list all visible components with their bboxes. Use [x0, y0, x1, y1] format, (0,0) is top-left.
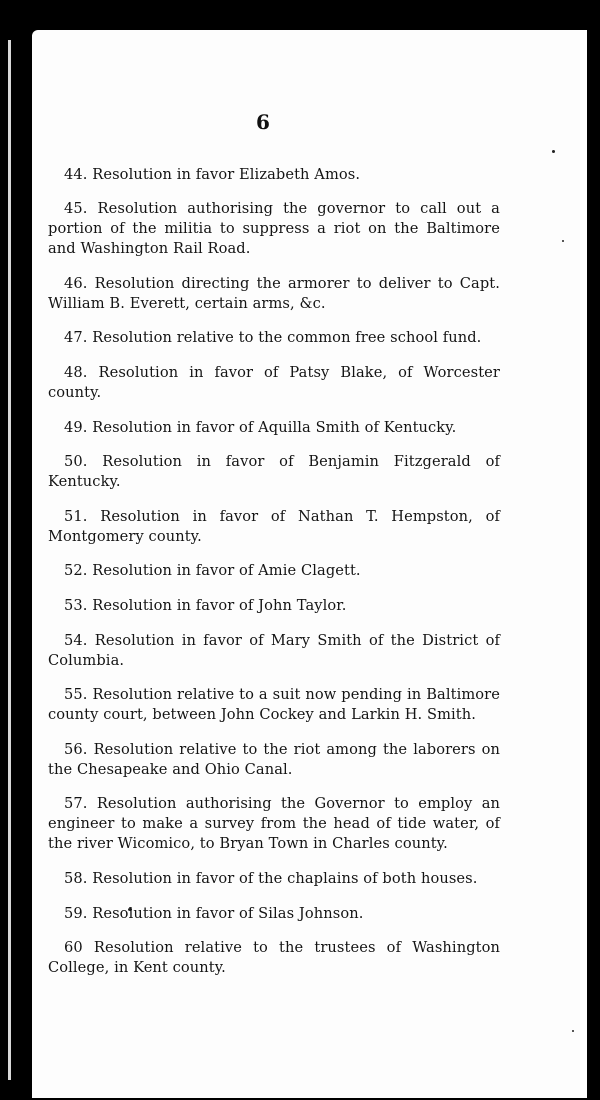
resolution-text: Resolution in favor of Benjamin Fitzgerald of Kentucky.	[48, 453, 500, 491]
resolution-text: Resolution in favor of Patsy Blake, of Worcester county.	[48, 363, 500, 401]
resolution-entry	[48, 938, 500, 978]
resolution-entry	[48, 328, 500, 348]
resolution-number: 53.	[64, 596, 88, 614]
resolution-number: 56.	[64, 740, 88, 758]
resolution-number: 52.	[64, 562, 88, 580]
resolution-text: Resolution in favor of the chaplains of both houses.	[92, 869, 478, 887]
resolution-number: 54.	[64, 631, 88, 649]
resolution-number: 55.	[64, 686, 88, 704]
resolution-text: Resolution relative to a suit now pending in Baltimore county court, between John Cockey and Larkin H. Smith.	[48, 686, 500, 724]
resolution-number: 59.	[64, 904, 88, 922]
resolution-entry	[48, 418, 500, 438]
resolution-entry	[48, 631, 500, 671]
resolution-number: 47.	[64, 329, 88, 347]
resolution-text: Resolution in favor of Amie Clagett.	[92, 562, 361, 580]
scan-left-edge	[0, 0, 26, 1100]
resolution-entry	[48, 199, 500, 259]
resolution-number: 50.	[64, 453, 88, 471]
resolution-text: Resolution in favor Elizabeth Amos.	[92, 165, 361, 183]
resolution-text: Resolution in favor of Nathan T. Hempston, of Montgomery county.	[48, 507, 500, 545]
resolution-text: Resolution relative to the trustees of Washington College, in Kent county.	[48, 939, 500, 977]
resolution-number: 57.	[64, 795, 88, 813]
resolution-text: Resolution directing the armorer to deliver to Capt. William B. Everett, certain arms, &c.	[48, 274, 500, 312]
resolution-entry	[48, 561, 500, 581]
resolution-entry	[48, 794, 500, 854]
resolution-entry	[48, 452, 500, 492]
page-number: 6	[256, 110, 270, 134]
resolution-entry	[48, 685, 500, 725]
resolution-entry	[48, 869, 500, 889]
resolution-entry	[48, 740, 500, 780]
resolution-number: 49.	[64, 418, 88, 436]
resolution-list	[48, 150, 500, 989]
resolution-text: Resolution in favor of Silas Johnson.	[92, 904, 364, 922]
resolution-text: Resolution in favor of Mary Smith of the District of Columbia.	[48, 631, 500, 669]
resolution-entry	[48, 165, 500, 185]
resolution-entry	[48, 904, 500, 924]
resolution-entry	[48, 274, 500, 314]
ink-speck	[572, 1030, 574, 1032]
resolution-entry	[48, 596, 500, 616]
resolution-text: Resolution authorising the governor to call out a portion of the militia to suppress a riot on the Baltimore and Washington Rail Road.	[48, 200, 500, 258]
resolution-number: 46.	[64, 274, 88, 292]
resolution-number: 51.	[64, 507, 88, 525]
ink-speck	[562, 240, 564, 242]
resolution-text: Resolution relative to the riot among the laborers on the Chesapeake and Ohio Canal.	[48, 740, 500, 778]
resolution-text: Resolution authorising the Governor to employ an engineer to make a survey from the head of tide water, of the river Wicomico, to Bryan Town in Charles county.	[48, 795, 500, 853]
resolution-number: 45.	[64, 200, 88, 218]
resolution-text: Resolution in favor of John Taylor.	[92, 596, 347, 614]
ink-speck	[552, 150, 555, 153]
resolution-entry	[48, 507, 500, 547]
resolution-number: 44.	[64, 165, 88, 183]
resolution-number: 58.	[64, 869, 88, 887]
resolution-text: Resolution relative to the common free school fund.	[92, 329, 482, 347]
resolution-number: 60	[64, 939, 83, 957]
resolution-entry	[48, 363, 500, 403]
previous-page-edge	[8, 40, 11, 1080]
resolution-number: 48.	[64, 363, 88, 381]
resolution-text: Resolution in favor of Aquilla Smith of Kentucky.	[92, 418, 457, 436]
